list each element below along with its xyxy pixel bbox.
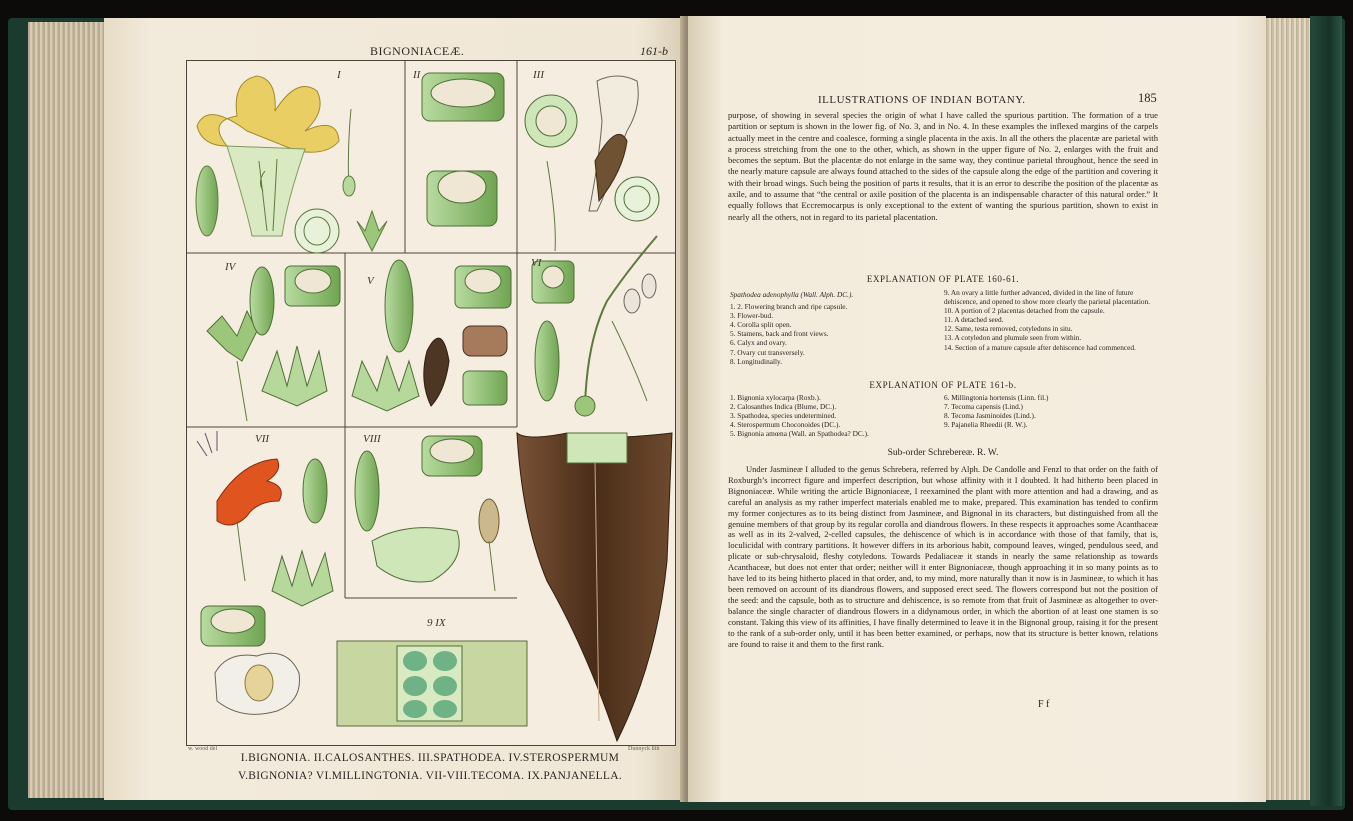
left-folio: 161-b bbox=[640, 44, 668, 58]
explanation-1-item: 7. Ovary cut transversely. bbox=[730, 347, 805, 357]
explanation-title-2: EXPLANATION OF PLATE 161-b. bbox=[869, 380, 1017, 390]
fig-number-5: V bbox=[367, 275, 374, 287]
explanation-2-item: 5. Bignonia amœna (Wall. an Spathodea? DC.). bbox=[730, 429, 869, 439]
explanation-1-item: 6. Calyx and ovary. bbox=[730, 338, 787, 348]
explanation-2-item: 7. Tecoma capensis (Lind.) bbox=[944, 402, 1023, 412]
explanation-1-item: 12. Same, testa removed, cotyledons in situ. bbox=[944, 324, 1073, 334]
plate-credit-right: Dunnyck lith bbox=[628, 746, 660, 752]
plate-caption-line-2: V.BIGNONIA? VI.MILLINGTONIA. VII-VIII.TECOMA. IX.PANJANELLA. bbox=[237, 770, 623, 782]
explanation-1-item: 3. Flower-bud. bbox=[730, 311, 774, 321]
fig-number-8: VIII bbox=[363, 433, 381, 445]
fig-number-4: IV bbox=[225, 261, 236, 273]
explanation-1-item: 4. Corolla split open. bbox=[730, 320, 792, 330]
plate-credit-left: w. wood del bbox=[188, 746, 218, 752]
page-edges-left bbox=[28, 22, 106, 798]
fig-4-sterospermum bbox=[207, 266, 340, 421]
explanation-title-1: EXPLANATION OF PLATE 160-61. bbox=[866, 274, 1020, 284]
signature-mark: F f bbox=[1038, 699, 1050, 710]
right-running-head: ILLUSTRATIONS OF INDIAN BOTANY. bbox=[818, 94, 1026, 106]
explanation-2-left-column bbox=[730, 393, 940, 438]
explanation-2-right-column bbox=[944, 393, 1158, 429]
explanation-1-item: 8. Longitudinally. bbox=[730, 356, 783, 366]
fig-6-millingtonia bbox=[532, 236, 657, 416]
sub-order-heading: Sub-order Schrebereæ. R. W. bbox=[887, 448, 999, 458]
explanation-2-item: 3. Spathodea, species undetermined. bbox=[730, 411, 837, 421]
fig-8-tecoma bbox=[355, 436, 499, 591]
explanation-1-item: 14. Section of a mature capsule after dehiscence had commenced. bbox=[944, 342, 1136, 352]
cover-edge-right bbox=[1310, 16, 1342, 806]
botanical-plate bbox=[186, 60, 676, 746]
plate-caption-line-1: I.BIGNONIA. II.CALOSANTHES. III.SPATHODEA. IV.STEROSPERMUM bbox=[240, 752, 620, 764]
explanation-1-item: 1. 2. Flowering branch and ripe capsule. bbox=[730, 302, 848, 312]
text-paragraph-2 bbox=[728, 464, 1158, 649]
paragraph-1-text: purpose, of showing in several species the origin of what I have called the spurious partition. The formation of a true partition or septum is shown in the lower fig. of No. 3, and in No. 4. In these examples the inflexed margins of the carpels actually meet in the centre and coalesce, forming a single placenta in the axis. In all the others the placentæ are parietal with a process stretching from the one to the other, which, as shown in the upper figure of No. 2, enlarges with the fruit and becomes the septum. But the placentæ do not enlarge in the same way, they continue parietal throughout, hence the seed in the nearly mature capsule are always found attached to the sides of the capsule along the edge of the partition and covering it with their broad wings. Such being the position of parts it results, that it is an error to describe the position of the placentæ as axile, and to assume that “the central or axile position of the placenta is an indispensable character of this natural order.” It equally follows that Eccremocarpus is only exceptional to the extent of wanting the spurious partition, shown to exist in nearly all the others, not in regard to its parietal placentation. bbox=[728, 110, 1158, 222]
plate-illustration bbox=[187, 61, 675, 745]
explanation-2-item: 8. Tecoma Jasminoides (Lind.). bbox=[944, 411, 1036, 421]
explanation-2-item: 4. Sterospermum Choconoides (DC.). bbox=[730, 420, 841, 430]
fig-number-2: II bbox=[413, 69, 421, 81]
fig-9-panjanella bbox=[337, 433, 672, 741]
fig-number-6: VI bbox=[531, 257, 542, 269]
fig-7-tecoma-flower bbox=[197, 431, 333, 714]
text-paragraph-1 bbox=[728, 110, 1158, 223]
explanation-1-right-column bbox=[944, 288, 1158, 352]
fig-number-1: I bbox=[337, 69, 341, 81]
explanation-1-species: Spathodea adenophylla (Wall. Alph. DC.). bbox=[730, 290, 854, 299]
fig-number-7: VII bbox=[255, 433, 270, 445]
explanation-2-item: 2. Calosanthes Indica (Blume, DC.). bbox=[730, 402, 837, 412]
explanation-2-item: 9. Pajanelia Rheedii (R. W.). bbox=[944, 420, 1028, 430]
fig-1-bignonia-flower bbox=[196, 76, 387, 253]
page-edges-right bbox=[1262, 18, 1310, 800]
paragraph-2-text: Under Jasmineæ I alluded to the genus Schrebera, referred by Alph. De Candolle and Fenzl to that order on the faith of Roxburgh’s incorrect figure and imperfect description, but whose affinity with it I doubted. It had hitherto been placed in Bignoniaceæ. While writing the article Bignoniaceæ, I reexamined the plant with more attention and had a drawing, and as careful an analysis as my rather imperfect materials enabled me to make, prepared. This examination has tended to confirm my former conjectures as to its being distinct from Jasmineæ, and Bignonal in its characters, but distinguished from all the genuine members of that group by its regular corolla and diandrous flowers. In these respects it approaches some Acanthaceæ as well as in its 2-valved, 2-celled capsules, the dehiscence of which is in accordance with those of that family, that is, loculicidal with contrary partitions. It however differs in its arborious habit, compound leaves, winged, pendulous seed, and plicate or sub-chrysaloid, fleshy cotyledons. Towards Pedaliaceæ it stands in nearly the same relationship as towards Acanthaceæ, but does not enter that order; neither will it enter Bignoniaceæ, though approaching it in so many points as to have led to its being hitherto placed in that order, and, to my mind, more naturally than it now is in Jasmineæ, to which it has been removed on account of its diandrous flowers, and supposed erect seed. The flowers correspond but not the position of the seed: and the capsule, both as to structure and dehiscence, is so remote from that fruit of Jasmineæ as altogether to over-balance the single character of diandrous flowers in a didynamous order, in which the abortion of at least one stamen is so constant. Taking this view of its affinities, I have finally determined to leave it in the Bignonal group, raising it for the present to the rank of a sub-order only, until it has been better examined, or perhaps, now that its structure is better known, relations are found to raise it and them to the first rank. bbox=[728, 464, 1158, 649]
explanation-2-item: 6. Millingtonia hortensis (Linn. fil.) bbox=[944, 393, 1049, 402]
explanation-1-item: 10. A portion of 2 placentas detached from the capsule. bbox=[944, 306, 1105, 316]
fig-number-3: III bbox=[533, 69, 544, 81]
fig-5-bignonia bbox=[352, 260, 511, 411]
explanation-1-item: 11. A detached seed. bbox=[944, 315, 1004, 325]
fig-3-spathodea bbox=[525, 76, 659, 251]
explanation-1-left-column bbox=[730, 290, 930, 366]
explanation-2-item: 1. Bignonia xylocarpa (Roxb.). bbox=[730, 393, 821, 402]
fig-number-9: 9 IX bbox=[427, 617, 446, 629]
left-running-head: BIGNONIACEÆ. bbox=[370, 44, 465, 58]
fig-2-calosanthes bbox=[422, 73, 504, 226]
explanation-1-item: 5. Stamens, back and front views. bbox=[730, 329, 829, 339]
right-folio: 185 bbox=[1138, 91, 1157, 105]
explanation-1-item: 9. An ovary a little further advanced, divided in the line of future dehiscence, and opened to show more clearly the parietal placentation. bbox=[944, 288, 1151, 307]
explanation-1-item: 13. A cotyledon and plumule seen from within. bbox=[944, 333, 1082, 343]
